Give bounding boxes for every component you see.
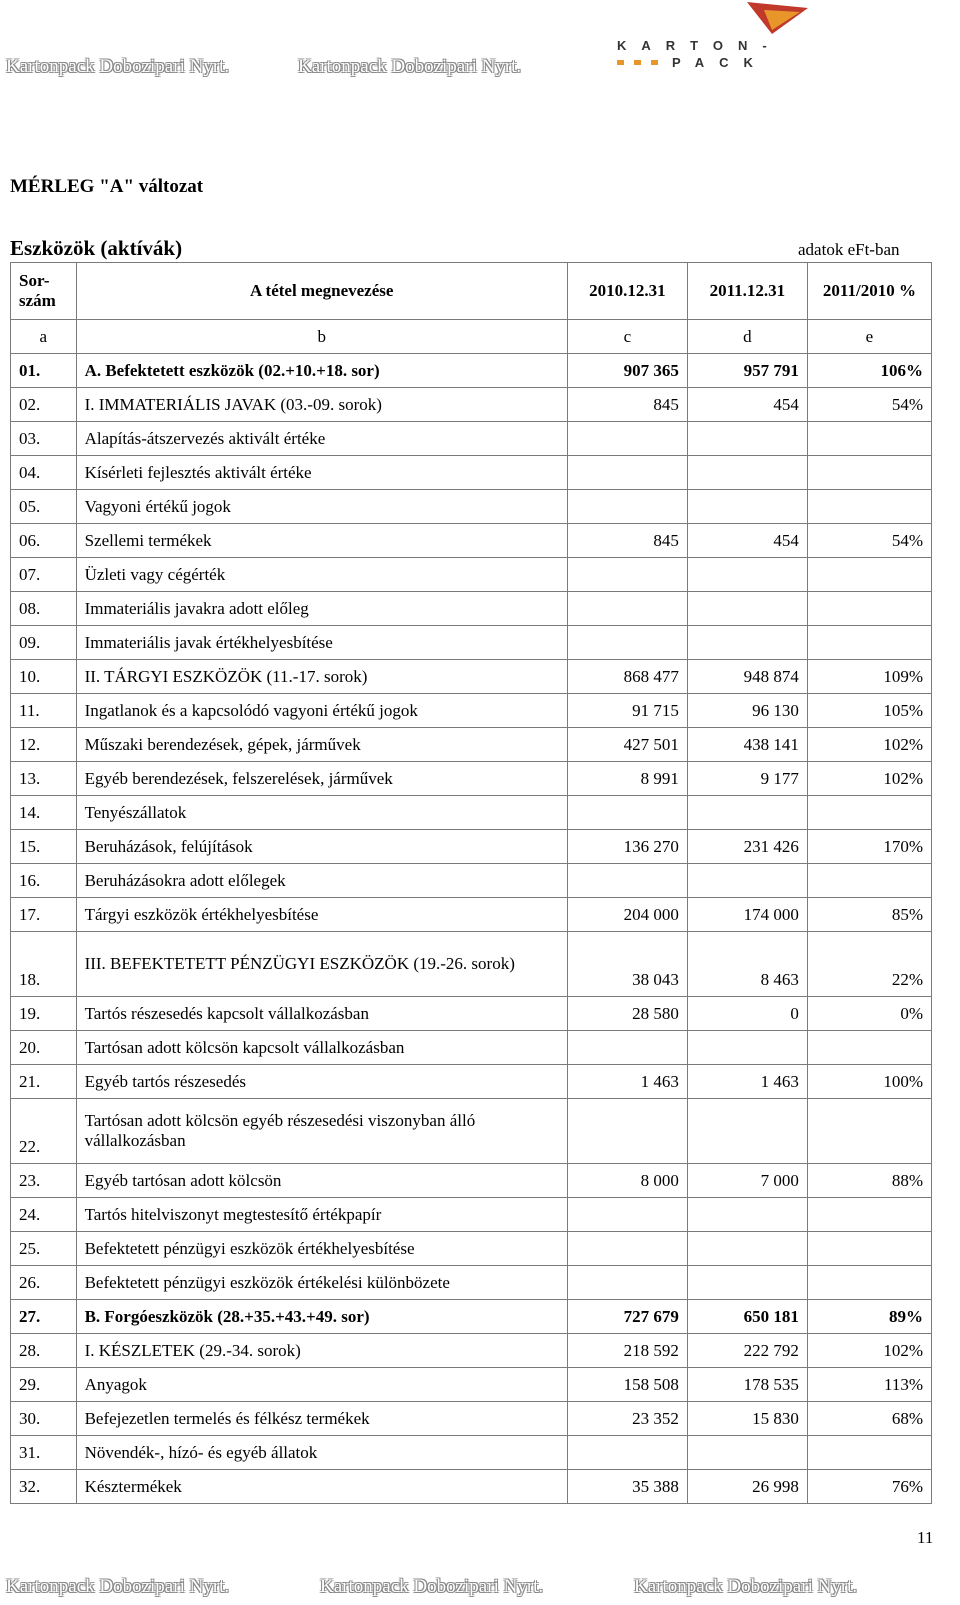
row-ratio [807,1198,931,1232]
row-value-2011: 454 [687,524,807,558]
header-num: Sor-szám [11,263,77,320]
row-name: Egyéb berendezések, felszerelések, járművek [76,762,567,796]
row-name: Műszaki berendezések, gépek, járművek [76,728,567,762]
row-value-2011: 178 535 [687,1368,807,1402]
row-value-2011 [687,1266,807,1300]
row-name: Immateriális javakra adott előleg [76,592,567,626]
row-value-2010: 218 592 [567,1334,687,1368]
row-value-2011 [687,592,807,626]
row-value-2010: 136 270 [567,830,687,864]
row-value-2011 [687,490,807,524]
row-name: II. TÁRGYI ESZKÖZÖK (11.-17. sorok) [76,660,567,694]
row-value-2011 [687,864,807,898]
row-ratio [807,626,931,660]
logo-text-pack: PACK [672,55,768,70]
row-name: Ingatlanok és a kapcsolódó vagyoni értékű jogok [76,694,567,728]
table-row [11,997,932,1031]
row-value-2011: 1 463 [687,1065,807,1099]
row-number: 11. [11,694,77,728]
letter-e: e [807,320,931,354]
row-value-2011: 231 426 [687,830,807,864]
table-row [11,660,932,694]
row-number: 32. [11,1470,77,1504]
row-number: 10. [11,660,77,694]
row-value-2010 [567,592,687,626]
row-value-2010 [567,490,687,524]
row-name: Befektetett pénzügyi eszközök értékhelyesbítése [76,1232,567,1266]
row-value-2010: 907 365 [567,354,687,388]
table-row [11,1099,932,1164]
row-value-2011 [687,1099,807,1164]
row-name: B. Forgóeszközök (28.+35.+43.+49. sor) [76,1300,567,1334]
row-ratio [807,422,931,456]
row-ratio [807,558,931,592]
row-ratio [807,490,931,524]
row-ratio: 113% [807,1368,931,1402]
row-value-2011 [687,558,807,592]
row-number: 26. [11,1266,77,1300]
column-letters-row [11,320,932,354]
table-row [11,422,932,456]
row-name: Kísérleti fejlesztés aktivált értéke [76,456,567,490]
table-row [11,728,932,762]
row-value-2011 [687,422,807,456]
row-value-2011 [687,796,807,830]
row-ratio: 0% [807,997,931,1031]
row-ratio [807,1031,931,1065]
table-row [11,694,932,728]
row-value-2011 [687,1031,807,1065]
table-row [11,1334,932,1368]
row-value-2010: 845 [567,524,687,558]
row-number: 27. [11,1300,77,1334]
watermark-bottom-3: Kartonpack Dobozipari Nyrt. [634,1576,858,1597]
header-ratio: 2011/2010 % [807,263,931,320]
row-value-2010 [567,1266,687,1300]
table-row [11,830,932,864]
watermark-top-1: Kartonpack Dobozipari Nyrt. [6,56,230,77]
row-value-2011: 8 463 [687,932,807,997]
row-value-2010: 38 043 [567,932,687,997]
header-2011: 2011.12.31 [687,263,807,320]
section-title: Eszközök (aktívák) [10,236,183,260]
table-row [11,490,932,524]
table-row [11,524,932,558]
row-value-2011: 15 830 [687,1402,807,1436]
row-value-2011: 438 141 [687,728,807,762]
row-number: 24. [11,1198,77,1232]
row-name: Befejezetlen termelés és félkész termékek [76,1402,567,1436]
letter-c: c [567,320,687,354]
table-row [11,456,932,490]
row-name: Befektetett pénzügyi eszközök értékelési különbözete [76,1266,567,1300]
row-value-2010: 845 [567,388,687,422]
row-number: 22. [11,1099,77,1164]
row-number: 08. [11,592,77,626]
table-row [11,796,932,830]
row-value-2010: 91 715 [567,694,687,728]
row-ratio: 170% [807,830,931,864]
row-name: Egyéb tartós részesedés [76,1065,567,1099]
row-value-2010 [567,626,687,660]
row-value-2011 [687,1436,807,1470]
row-name: Vagyoni értékű jogok [76,490,567,524]
row-ratio [807,1099,931,1164]
row-ratio: 54% [807,524,931,558]
row-value-2010 [567,1436,687,1470]
row-value-2010: 427 501 [567,728,687,762]
row-ratio: 102% [807,728,931,762]
row-value-2011: 454 [687,388,807,422]
row-name: Beruházásokra adott előlegek [76,864,567,898]
table-header-row [11,263,932,320]
row-value-2010: 35 388 [567,1470,687,1504]
row-name: Tenyészállatok [76,796,567,830]
row-name: Tartós hitelviszonyt megtestesítő értékpapír [76,1198,567,1232]
row-number: 02. [11,388,77,422]
watermark-bottom-1: Kartonpack Dobozipari Nyrt. [6,1576,230,1597]
letter-d: d [687,320,807,354]
table-row [11,558,932,592]
table-row [11,1368,932,1402]
row-value-2010 [567,1232,687,1266]
row-number: 21. [11,1065,77,1099]
letter-b: b [76,320,567,354]
row-name: A. Befektetett eszközök (02.+10.+18. sor) [76,354,567,388]
row-number: 07. [11,558,77,592]
row-name: I. KÉSZLETEK (29.-34. sorok) [76,1334,567,1368]
table-row [11,864,932,898]
row-name: Szellemi termékek [76,524,567,558]
row-value-2011 [687,456,807,490]
row-value-2010: 23 352 [567,1402,687,1436]
row-value-2011: 26 998 [687,1470,807,1504]
row-value-2010 [567,1031,687,1065]
row-ratio: 54% [807,388,931,422]
row-number: 06. [11,524,77,558]
row-number: 03. [11,422,77,456]
watermark-bottom-2: Kartonpack Dobozipari Nyrt. [320,1576,544,1597]
row-value-2011: 948 874 [687,660,807,694]
table-row [11,354,932,388]
row-value-2010 [567,422,687,456]
page-number: 11 [917,1528,934,1547]
row-value-2010: 868 477 [567,660,687,694]
row-ratio: 22% [807,932,931,997]
row-value-2011: 7 000 [687,1164,807,1198]
row-number: 01. [11,354,77,388]
row-value-2010: 8 991 [567,762,687,796]
table-row [11,388,932,422]
row-value-2010 [567,1198,687,1232]
table-row [11,1470,932,1504]
row-number: 29. [11,1368,77,1402]
header-name: A tétel megnevezése [76,263,567,320]
row-name: III. BEFEKTETETT PÉNZÜGYI ESZKÖZÖK (19.-26. sorok) [76,932,567,997]
row-name: Tartós részesedés kapcsolt vállalkozásban [76,997,567,1031]
row-ratio: 109% [807,660,931,694]
table-row [11,1198,932,1232]
row-value-2011: 0 [687,997,807,1031]
row-value-2010: 204 000 [567,898,687,932]
row-value-2011: 9 177 [687,762,807,796]
row-ratio: 88% [807,1164,931,1198]
row-value-2011 [687,1198,807,1232]
row-value-2010 [567,796,687,830]
table-row [11,1300,932,1334]
row-name: Tárgyi eszközök értékhelyesbítése [76,898,567,932]
table-row [11,1065,932,1099]
table-row [11,932,932,997]
row-number: 09. [11,626,77,660]
row-value-2010: 158 508 [567,1368,687,1402]
row-value-2011: 650 181 [687,1300,807,1334]
row-ratio: 76% [807,1470,931,1504]
row-ratio [807,1436,931,1470]
row-value-2010: 727 679 [567,1300,687,1334]
row-value-2010 [567,864,687,898]
row-value-2010 [567,1099,687,1164]
row-number: 25. [11,1232,77,1266]
row-ratio [807,592,931,626]
row-name: Üzleti vagy cégérték [76,558,567,592]
row-number: 04. [11,456,77,490]
row-value-2010: 28 580 [567,997,687,1031]
table-row [11,1164,932,1198]
row-number: 14. [11,796,77,830]
table-row [11,626,932,660]
row-number: 15. [11,830,77,864]
row-name: Anyagok [76,1368,567,1402]
document-title: MÉRLEG "A" változat [10,176,204,197]
table-row [11,1402,932,1436]
row-number: 31. [11,1436,77,1470]
row-number: 18. [11,932,77,997]
row-ratio: 89% [807,1300,931,1334]
row-name: Tartósan adott kölcsön kapcsolt vállalkozásban [76,1031,567,1065]
row-ratio [807,864,931,898]
row-number: 05. [11,490,77,524]
row-ratio: 105% [807,694,931,728]
row-ratio [807,456,931,490]
row-name: Alapítás-átszervezés aktivált értéke [76,422,567,456]
row-value-2011 [687,1232,807,1266]
row-ratio [807,1266,931,1300]
row-name: Egyéb tartósan adott kölcsön [76,1164,567,1198]
watermark-top-2: Kartonpack Dobozipari Nyrt. [298,56,522,77]
row-name: Késztermékek [76,1470,567,1504]
row-number: 12. [11,728,77,762]
row-ratio [807,796,931,830]
row-ratio: 106% [807,354,931,388]
row-name: I. IMMATERIÁLIS JAVAK (03.-09. sorok) [76,388,567,422]
row-value-2010: 8 000 [567,1164,687,1198]
row-value-2011 [687,626,807,660]
row-ratio: 100% [807,1065,931,1099]
table-row [11,1436,932,1470]
row-ratio: 102% [807,1334,931,1368]
table-row [11,592,932,626]
row-value-2011: 222 792 [687,1334,807,1368]
row-value-2011: 96 130 [687,694,807,728]
row-name: Tartósan adott kölcsön egyéb részesedési viszonyban álló vállalkozásban [76,1099,567,1164]
row-name: Immateriális javak értékhelyesbítése [76,626,567,660]
row-number: 30. [11,1402,77,1436]
row-value-2010 [567,558,687,592]
row-number: 17. [11,898,77,932]
row-value-2011: 174 000 [687,898,807,932]
row-ratio [807,1232,931,1266]
row-name: Beruházások, felújítások [76,830,567,864]
header-2010: 2010.12.31 [567,263,687,320]
logo-text-karton: KARTON- [617,38,782,53]
table-row [11,1031,932,1065]
row-number: 28. [11,1334,77,1368]
row-value-2010: 1 463 [567,1065,687,1099]
table-row [11,762,932,796]
row-number: 19. [11,997,77,1031]
row-number: 16. [11,864,77,898]
table-row [11,1232,932,1266]
row-ratio: 68% [807,1402,931,1436]
row-ratio: 85% [807,898,931,932]
row-value-2011: 957 791 [687,354,807,388]
row-ratio: 102% [807,762,931,796]
balance-sheet-table [10,262,932,1504]
unit-note: adatok eFt-ban [798,240,900,259]
row-number: 13. [11,762,77,796]
row-name: Növendék-, hízó- és egyéb állatok [76,1436,567,1470]
row-number: 20. [11,1031,77,1065]
table-row [11,898,932,932]
letter-a: a [11,320,77,354]
row-value-2010 [567,456,687,490]
table-row [11,1266,932,1300]
row-number: 23. [11,1164,77,1198]
